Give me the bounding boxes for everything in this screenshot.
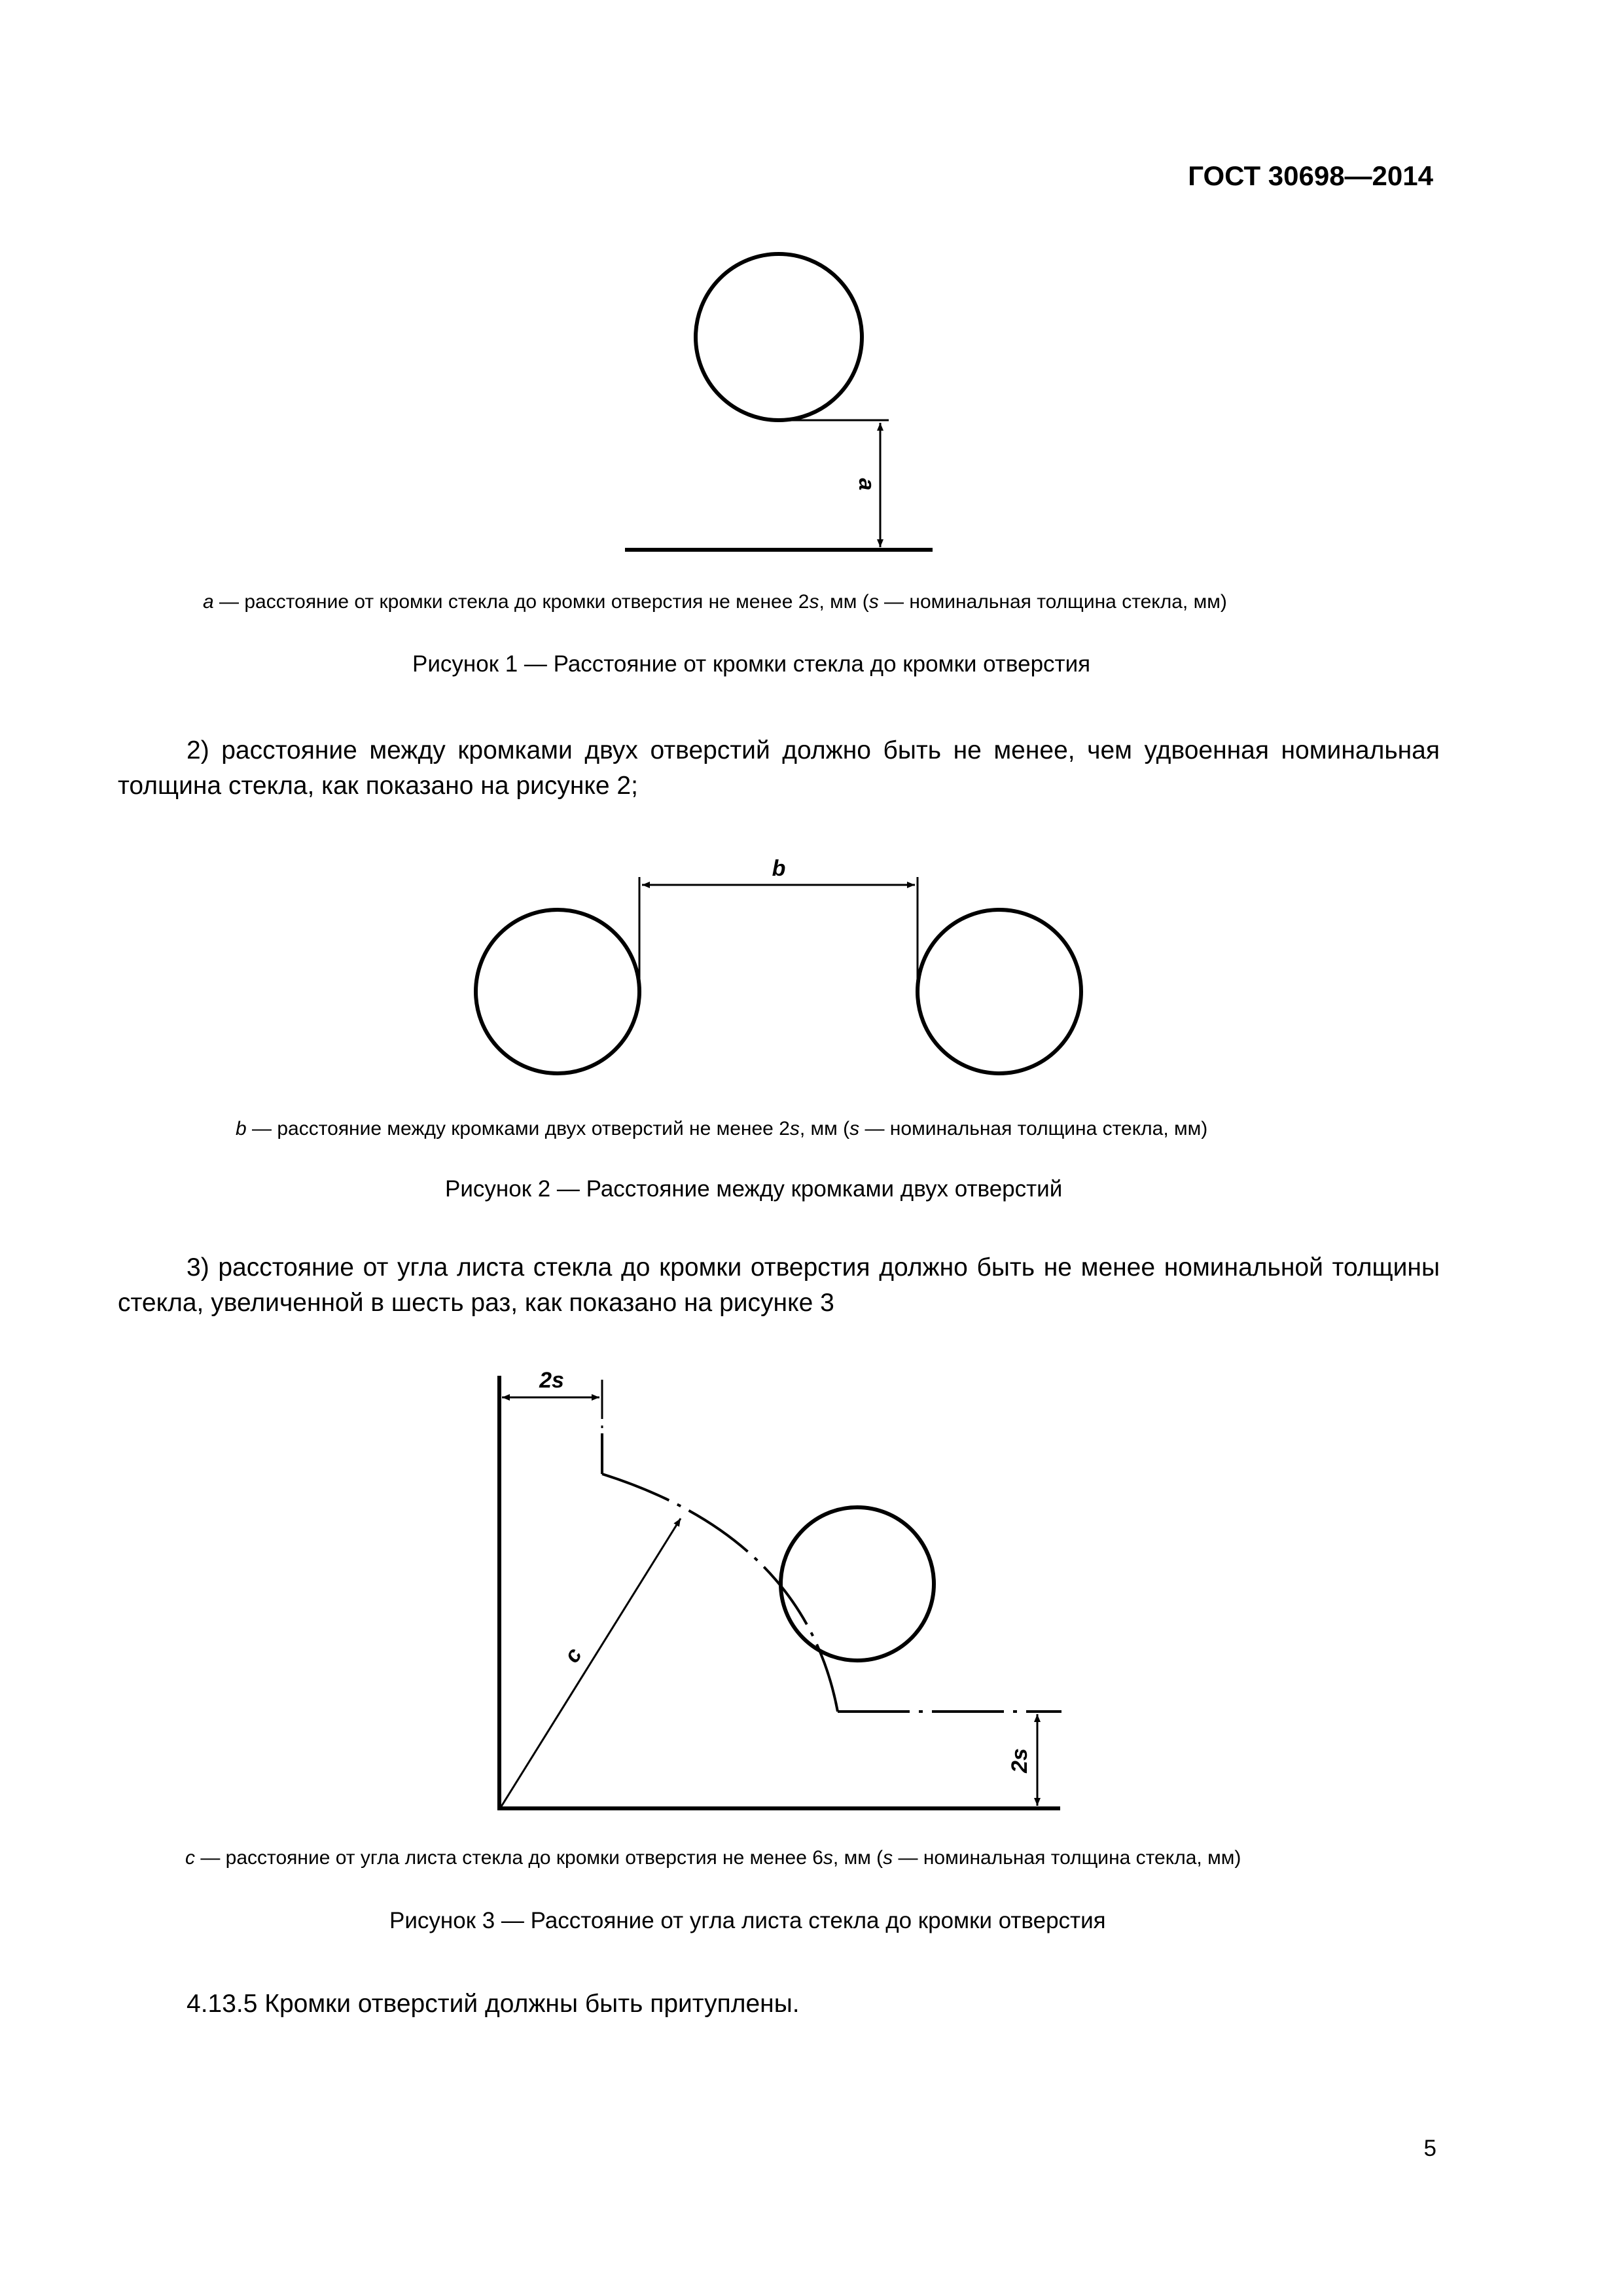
figure-1-drawing xyxy=(0,0,1623,589)
label-c: c xyxy=(559,1643,587,1668)
figure-3-drawing xyxy=(0,1342,1623,1833)
figure-2-caption: Рисунок 2 — Расстояние между кромками двух отверстий xyxy=(445,1176,1063,1202)
boundary-arc-dashdot xyxy=(602,1474,838,1712)
label-2s-side: 2s xyxy=(1007,1748,1032,1773)
hole-circle-left xyxy=(476,910,639,1073)
figure-2-drawing xyxy=(0,851,1623,1113)
page-number: 5 xyxy=(1423,2136,1436,2161)
paragraph-2: 2) расстояние между кромками двух отверстий должно быть не менее, чем удвоенная номинальная толщина стекла, как показано на рисунке 2; xyxy=(118,736,1440,800)
hole-circle xyxy=(781,1507,934,1660)
figure-1-caption: Рисунок 1 — Расстояние от кромки стекла до кромки отверстия xyxy=(412,651,1091,677)
paragraph-3: 3) расстояние от угла листа стекла до кромки отверстия должно быть не менее номинальной толщины стекла, увеличенной в шесть раз, как показано на рисунке 3 xyxy=(118,1253,1440,1317)
label-a: a xyxy=(854,478,880,491)
clause-4-13-5: 4.13.5 Кромки отверстий должны быть притуплены. xyxy=(187,1990,800,2018)
figure-3-caption: Рисунок 3 — Расстояние от угла листа стекла до кромки отверстия xyxy=(389,1908,1106,1933)
figure-2-legend: b — расстояние между кромками двух отверстий не менее 2s, мм (s — номинальная толщина стекла, мм) xyxy=(236,1118,1208,1139)
dimension-line-c xyxy=(501,1518,681,1806)
label-b: b xyxy=(772,856,786,881)
hole-circle-right xyxy=(918,910,1081,1073)
document-number: ГОСТ 30698—2014 xyxy=(1188,160,1433,191)
figure-1-legend: a — расстояние от кромки стекла до кромки отверстия не менее 2s, мм (s — номинальная толщина стекла, мм) xyxy=(203,591,1227,613)
figure-3-legend: c — расстояние от угла листа стекла до кромки отверстия не менее 6s, мм (s — номинальная толщина стекла, мм) xyxy=(185,1847,1241,1869)
label-2s-top: 2s xyxy=(539,1368,564,1393)
hole-circle xyxy=(696,254,862,420)
